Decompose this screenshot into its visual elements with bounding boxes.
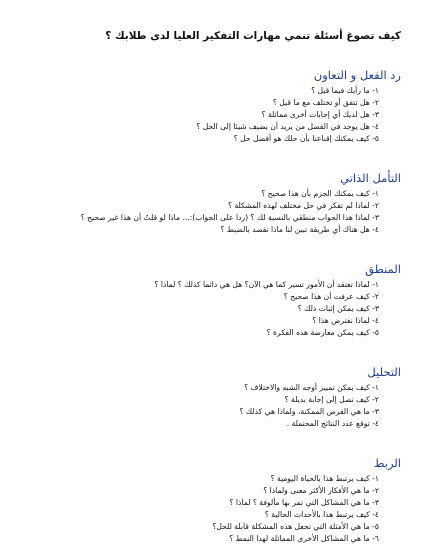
page-title: كيف تصوغ أسئلة تنمي مهارات التفكير العليا لدى طلابك ؟ (105, 30, 401, 42)
question-item: ١- لماذا تعتقد أن الأمور تسير كما هي الآن؟ هل هي دائما كذلك ؟ لماذا ؟ (154, 280, 379, 289)
section-heading: المنطق (365, 262, 401, 276)
question-item: ٢- لماذا لم تفكر في حل مختلف لهذه المشكلة ؟ (228, 201, 379, 210)
section-self-reflection (18, 171, 405, 236)
question-list (18, 473, 405, 545)
question-item: ١- كيف يمكن تمييز أوجه الشبه والاختلاف ؟ (244, 383, 379, 392)
question-item: ٢- كيف تصل إلى إجابة بديلة ؟ (284, 395, 379, 404)
section-heading: التأمل الذاتي (340, 171, 401, 185)
section-heading: رد الفعل و التعاون (313, 68, 401, 82)
question-item: ٣- ما هي الفرص الممكنة، ولماذا هي كذلك ؟ (239, 407, 379, 416)
question-item: ١- كيف يمكنك الجزم بأن هذا صحيح ؟ (261, 189, 379, 198)
question-list (18, 85, 405, 145)
section-logic (18, 262, 405, 339)
question-item: ٢- هل تتفق أو تختلف مع ما قيل ؟ (272, 98, 379, 107)
question-list (18, 279, 405, 339)
question-item: ٤- كيف يرتبط هذا بالأحداث الحالية ؟ (264, 510, 379, 519)
question-item: ٤- هل هناك أي طريقة تبين لنا ماذا تقصد بالضبط ؟ (220, 225, 379, 234)
question-item: ١- ما رأيك فيما قيل ؟ (311, 86, 379, 95)
question-item: ٥- كيف يمكن معارضة هذه الفكرة ؟ (266, 328, 379, 337)
section-connection (18, 456, 405, 545)
question-item: ٢- ما هي الأفكار الأكثر معنى ولماذا ؟ (263, 486, 379, 495)
question-item: ٣- لماذا هذا الجواب منطقي بالنسبة لك ؟ (ردا على الجواب):... ماذا لو قلتُ أن هذا غير صحيح ؟ (80, 213, 379, 222)
section-heading: الربط (373, 456, 401, 470)
question-item: ٦- ما هي المشاكل الأخرى المماثلة لهذا النمط ؟ (229, 534, 379, 543)
question-item: ٣- هل لديك أي إجابات أخرى مماثلة ؟ (261, 110, 379, 119)
section-analysis (18, 365, 405, 430)
question-item: ٤- توقع عدد النتائج المحتملة . (286, 419, 379, 428)
section-reaction-cooperation (18, 68, 405, 145)
question-item: ٣- كيف يمكن إثبات ذلك ؟ (297, 304, 379, 313)
question-item: ٢- كيف عرفت أن هذا صحيح ؟ (283, 292, 379, 301)
question-item: ٣- ما هي المشاكل التي تمر بها مألوفة ؟ لماذا ؟ (229, 498, 379, 507)
question-item: ١- كيف يرتبط هذا بالحياة اليومية ؟ (270, 474, 379, 483)
section-heading: التحليل (367, 365, 401, 379)
question-item: ٤- هل يوجد في الفصل من يريد أن يضيف شيئا إلى الحل ؟ (196, 122, 379, 131)
question-item: ٥- ما هي الأمثلة التي تجعل هذه المشكلة قابلة للحل؟ (212, 522, 379, 531)
question-item: ٤- لماذا نفترض هذا ؟ (312, 316, 379, 325)
question-list (18, 188, 405, 236)
question-list (18, 382, 405, 430)
question-item: ٥- كيف يمكنك إقناعنا بأن حلك هو أفضل حل ؟ (233, 134, 379, 143)
